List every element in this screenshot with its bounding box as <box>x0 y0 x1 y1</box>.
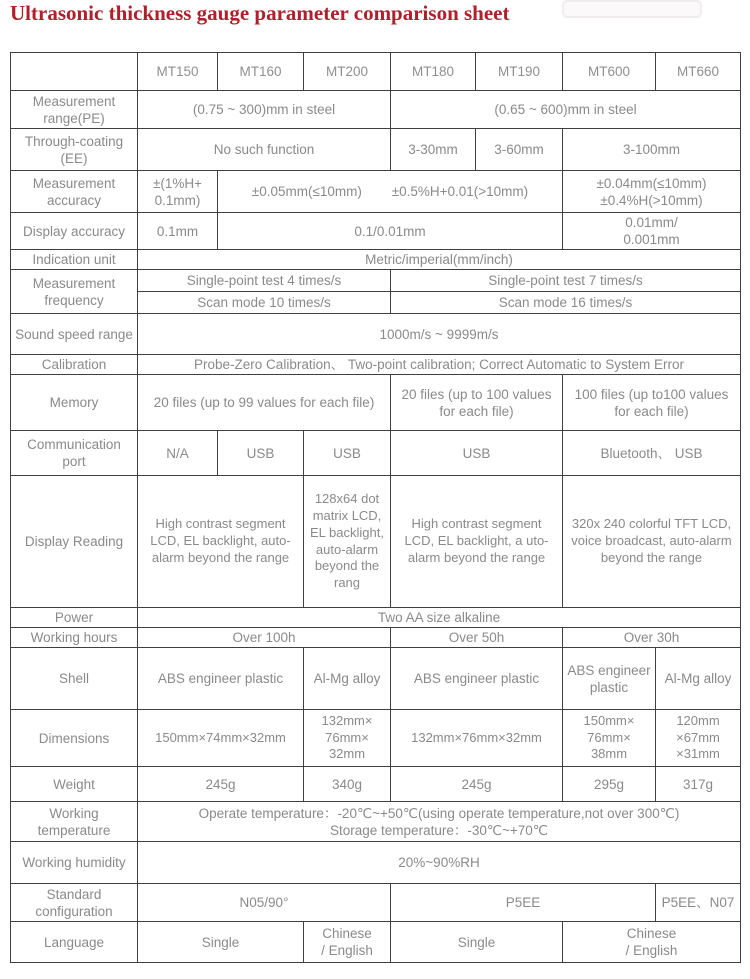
table-cell: Over 30h <box>563 628 741 648</box>
cell-line: 150mm× <box>583 712 635 728</box>
column-header-MT160: MT160 <box>218 53 304 91</box>
row-label: Weight <box>11 767 138 802</box>
row-label: Sound speed range <box>11 314 138 355</box>
table-cell <box>304 710 391 767</box>
table-row <box>11 355 741 375</box>
table-cell: 132mm×76mm×32mm <box>391 710 563 767</box>
cell-line: 132mm× <box>321 712 373 728</box>
table-cell: 128x64 dot matrix LCD, EL backlight, auto-alarm beyond the rang <box>304 476 391 608</box>
spec-table <box>10 52 741 963</box>
column-header-MT180: MT180 <box>391 53 476 91</box>
table-cell: (0.75 ~ 300)mm in steel <box>138 91 391 129</box>
cell-line: Operate temperature：-20℃~+50℃(using operate temperature,not over 300℃) <box>198 805 680 821</box>
row-label: Display Reading <box>11 476 138 608</box>
table-cell: P5EE <box>391 884 656 922</box>
row-label: Measurement frequency <box>11 270 138 314</box>
table-cell <box>563 922 741 963</box>
column-header-MT600: MT600 <box>563 53 656 91</box>
cell-line: ×31mm <box>676 746 720 762</box>
row-label: Language <box>11 922 138 963</box>
table-row <box>11 922 741 963</box>
cell-line: Chinese <box>626 926 677 941</box>
table-cell: Over 50h <box>391 628 563 648</box>
table-cell: No such function <box>138 129 391 171</box>
table-cell <box>138 802 741 842</box>
table-cell: Scan mode 16 times/s <box>391 292 741 314</box>
column-header-MT660: MT660 <box>656 53 741 91</box>
cell-line: / English <box>321 943 373 958</box>
row-label: Working hours <box>11 628 138 648</box>
table-cell: 150mm×74mm×32mm <box>138 710 304 767</box>
table-cell <box>304 922 391 963</box>
table-row <box>11 476 741 608</box>
table-cell: Al-Mg alloy <box>304 648 391 710</box>
row-label: Power <box>11 608 138 628</box>
cell-line: 76mm× <box>325 729 369 745</box>
table-cell: Scan mode 10 times/s <box>138 292 391 314</box>
cell-line: ±(1%H+ <box>152 175 203 191</box>
table-cell: 340g <box>304 767 391 802</box>
row-label: Working humidity <box>11 842 138 884</box>
page-title: Ultrasonic thickness gauge parameter comparison sheet <box>10 1 510 25</box>
table-cell <box>563 213 741 250</box>
table-cell: ABS engineer plastic <box>138 648 304 710</box>
table-cell: Single <box>391 922 563 963</box>
cell-parts <box>222 183 558 200</box>
table-cell: Metric/imperial(mm/inch) <box>138 250 741 270</box>
table-cell: High contrast segment LCD, EL backlight, auto-alarm beyond the range <box>138 476 304 608</box>
cell-line: 0.001mm <box>623 232 680 247</box>
table-row <box>11 608 741 628</box>
table-row <box>11 171 741 213</box>
table-row <box>11 431 741 476</box>
table-cell: 245g <box>391 767 563 802</box>
table-cell: USB <box>391 431 563 476</box>
table-cell <box>138 171 218 213</box>
cell-line: 120mm <box>676 712 720 728</box>
table-cell: ABS engineer plastic <box>563 648 656 710</box>
table-cell: 3-30mm <box>391 129 476 171</box>
row-label: Dimensions <box>11 710 138 767</box>
table-row <box>11 802 741 842</box>
row-label: Standard configuration <box>11 884 138 922</box>
table-cell: Bluetooth、 USB <box>563 431 741 476</box>
table-row <box>11 628 741 648</box>
cell-line: 0.1mm) <box>154 192 201 208</box>
table-cell: 317g <box>656 767 741 802</box>
table-row <box>11 250 741 270</box>
table-cell: 20 files (up to 99 values for each file) <box>138 375 391 431</box>
table-row <box>11 648 741 710</box>
table-cell <box>218 171 563 213</box>
table-cell: Single-point test 7 times/s <box>391 270 741 292</box>
table-cell: P5EE、N07 <box>656 884 741 922</box>
cell-line: ±0.04mm(≤10mm) <box>596 175 707 191</box>
cell-line: ±0.4%H(>10mm) <box>600 192 703 208</box>
table-cell: 20 files (up to 100 values for each file) <box>391 375 563 431</box>
table-cell: (0.65 ~ 600)mm in steel <box>391 91 741 129</box>
row-label: Calibration <box>11 355 138 375</box>
row-label: Display accuracy <box>11 213 138 250</box>
table-cell: 1000m/s ~ 9999m/s <box>138 314 741 355</box>
cell-line: ×67mm <box>676 729 720 745</box>
cell-part: ±0.05mm(≤10mm) <box>251 184 362 199</box>
table-row <box>11 884 741 922</box>
table-cell: USB <box>304 431 391 476</box>
table-cell: Probe-Zero Calibration、 Two-point calibration; Correct Automatic to System Error <box>138 355 741 375</box>
table-cell: Over 100h <box>138 628 391 648</box>
cell-part: ±0.5%H+0.01(>10mm) <box>391 184 529 199</box>
table-cell: 3-100mm <box>563 129 741 171</box>
row-label: Communication port <box>11 431 138 476</box>
corner-cell <box>11 53 138 91</box>
table-cell: N05/90° <box>138 884 391 922</box>
table-cell: High contrast segment LCD, EL backlight, a uto-alarm beyond the range <box>391 476 563 608</box>
table-cell: 245g <box>138 767 304 802</box>
table-cell: 100 files (up to100 values for each file) <box>563 375 741 431</box>
row-label: Measurement range(PE) <box>11 91 138 129</box>
table-cell: Single-point test 4 times/s <box>138 270 391 292</box>
table-cell <box>563 171 741 213</box>
cell-line: Chinese <box>322 926 372 941</box>
table-cell <box>563 710 656 767</box>
cell-line: Storage temperature：-30℃~+70℃ <box>330 822 548 838</box>
table-cell: USB <box>218 431 304 476</box>
cell-line: 76mm× <box>587 729 631 745</box>
table-cell: Al-Mg alloy <box>656 648 741 710</box>
table-row <box>11 842 741 884</box>
table-cell <box>656 710 741 767</box>
table-row <box>11 91 741 129</box>
table-cell: N/A <box>138 431 218 476</box>
row-label: Memory <box>11 375 138 431</box>
table-row <box>11 710 741 767</box>
table-cell: 0.1mm <box>138 213 218 250</box>
column-header-MT150: MT150 <box>138 53 218 91</box>
cell-line: 38mm <box>590 746 628 762</box>
row-label: Through-coating (EE) <box>11 129 138 171</box>
cell-line: 0.01mm/ <box>625 215 678 230</box>
watermark-logo <box>562 0 702 18</box>
row-label: Shell <box>11 648 138 710</box>
table-cell: 3-60mm <box>476 129 563 171</box>
table-cell: ABS engineer plastic <box>391 648 563 710</box>
table-row <box>11 375 741 431</box>
table-cell: 295g <box>563 767 656 802</box>
table-row <box>11 314 741 355</box>
table-cell: Two AA size alkaline <box>138 608 741 628</box>
spec-table-container <box>10 52 741 963</box>
row-label: Working temperature <box>11 802 138 842</box>
row-label: Indication unit <box>11 250 138 270</box>
cell-line: / English <box>625 943 678 958</box>
table-cell: 0.1/0.01mm <box>218 213 563 250</box>
cell-line: 32mm <box>328 746 366 762</box>
table-row <box>11 129 741 171</box>
table-row <box>11 270 741 292</box>
table-cell: 320x 240 colorful TFT LCD, voice broadcast, auto-alarm beyond the range <box>563 476 741 608</box>
table-row <box>11 213 741 250</box>
column-header-MT200: MT200 <box>304 53 391 91</box>
header-row <box>11 53 741 91</box>
row-label: Measurement accuracy <box>11 171 138 213</box>
table-row <box>11 767 741 802</box>
table-cell: 20%~90%RH <box>138 842 741 884</box>
table-cell: Single <box>138 922 304 963</box>
column-header-MT190: MT190 <box>476 53 563 91</box>
